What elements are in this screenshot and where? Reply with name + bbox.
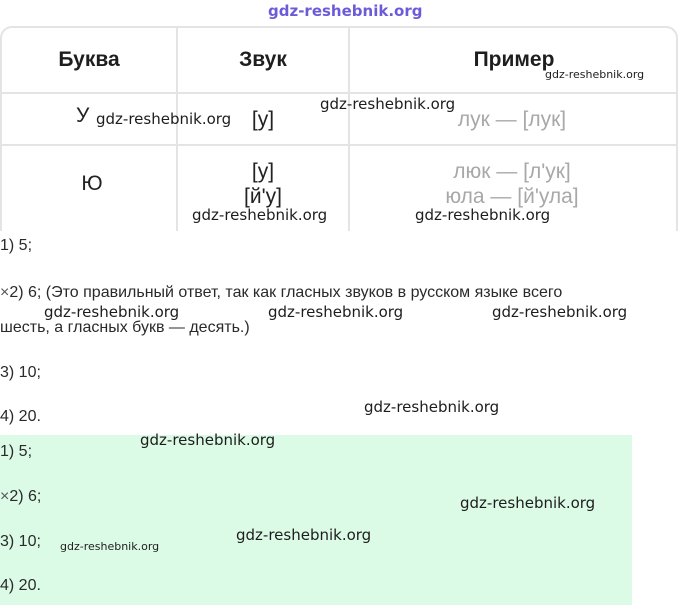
- question-option-1: 1) 5;: [0, 237, 33, 254]
- watermark: gdz-reshebnik.org: [415, 206, 551, 224]
- watermark: gdz-reshebnik.org: [44, 303, 180, 321]
- watermark: gdz-reshebnik.org: [320, 95, 456, 113]
- answer-option-2-text: 2) 6;: [9, 488, 42, 505]
- answer-option-3: 3) 10;: [0, 533, 41, 550]
- row-sound: [у]: [251, 108, 275, 131]
- watermark: gdz-reshebnik.org: [140, 431, 276, 449]
- question-option-3: 3) 10;: [0, 364, 41, 381]
- answer-option-2: [0, 488, 41, 506]
- row-example: люк — [л'ук]: [453, 160, 571, 183]
- answer-option-4: 4) 20.: [0, 577, 41, 594]
- row-letter: Ю: [81, 172, 103, 195]
- watermark: gdz-reshebnik.org: [492, 303, 628, 321]
- watermark: gdz-reshebnik.org: [545, 68, 645, 81]
- watermark: gdz-reshebnik.org: [460, 494, 596, 512]
- cross-mark-icon: ×: [0, 284, 10, 301]
- question-option-2-continuation: шесть, а гласных букв — десять.): [0, 319, 250, 336]
- row-example: юла — [й'ула]: [445, 185, 579, 208]
- cross-mark-icon: ×: [0, 488, 10, 505]
- table-divider: [2, 144, 676, 146]
- watermark: gdz-reshebnik.org: [96, 110, 232, 128]
- answer-box: [0, 435, 632, 605]
- watermark: gdz-reshebnik.org: [364, 398, 500, 416]
- watermark-top[interactable]: gdz-reshebnik.org: [268, 2, 423, 20]
- option-2-text: 2) 6; (Это правильный ответ, так как гласных звуков в русском языке всего: [9, 284, 563, 301]
- question-option-4: 4) 20.: [0, 408, 41, 425]
- question-option-2: [0, 284, 562, 302]
- watermark: gdz-reshebnik.org: [268, 303, 404, 321]
- row-example: лук — [лук]: [457, 108, 567, 131]
- row-sound: [у]: [251, 160, 275, 183]
- header-example: Пример: [473, 48, 555, 71]
- answer-option-1: 1) 5;: [0, 443, 33, 460]
- watermark: gdz-reshebnik.org: [236, 526, 372, 544]
- watermark: gdz-reshebnik.org: [60, 540, 160, 553]
- table-divider: [2, 92, 676, 94]
- row-letter: У: [76, 104, 90, 127]
- row-sound: [й'у]: [244, 185, 282, 208]
- header-letter: Буква: [58, 48, 120, 71]
- letters-sounds-table: [0, 26, 678, 231]
- header-sound: Звук: [239, 48, 287, 71]
- watermark: gdz-reshebnik.org: [192, 206, 328, 224]
